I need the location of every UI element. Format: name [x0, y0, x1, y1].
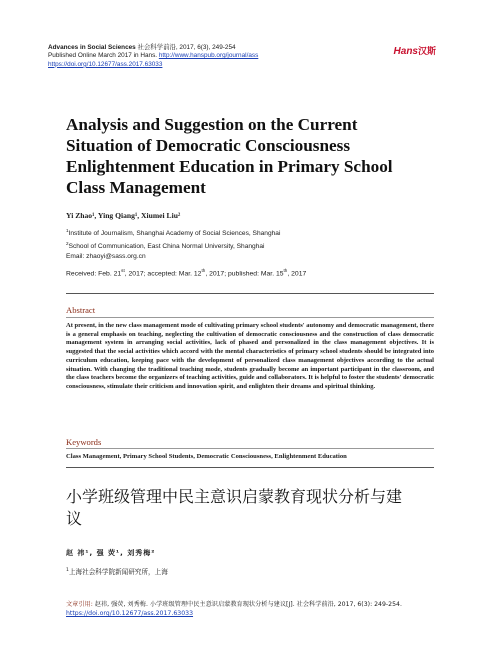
- paper-title: Analysis and Suggestion on the Current Situation of Democratic Consciousness Enlightenment Education in Primary School Class Management: [66, 115, 393, 197]
- affiliation-2: $^2$School of Communication, East China Normal University, Shanghai: [66, 240, 265, 250]
- cn-authors: 赵 祎¹, 强 荧¹, 刘秀梅²: [66, 549, 156, 557]
- cn-citation: [66, 600, 438, 618]
- author-email: Email: zhaoyi@sass.org.cn: [66, 252, 146, 260]
- published-online: Published Online March 2017 in Hans.: [48, 52, 158, 60]
- authors: Yi Zhao¹, Ying Qiang¹, Xiumei Liu²: [66, 211, 181, 220]
- citation-doi-link[interactable]: https://doi.org/10.12677/ass.2017.63033: [66, 610, 194, 617]
- hans-logo: [394, 44, 436, 57]
- citation-label: 文章引用:: [66, 601, 93, 608]
- logo-text: Hans: [393, 46, 418, 57]
- keywords-heading: Keywords: [66, 437, 102, 447]
- abstract-underline: [66, 317, 434, 318]
- affiliation-1: $^1$Institute of Journalism, Shanghai Academy of Social Sciences, Shanghai: [66, 228, 281, 238]
- keywords-text: Class Management, Primary School Students, Democratic Consciousness, Enlightenment Education: [66, 453, 347, 460]
- cn-title: 小学班级管理中民主意识启蒙教育现状分析与建议: [66, 487, 403, 528]
- abstract-text: At present, in the new class management mode of cultivating primary school students' autonomy and democratic management, there is a general emphasis on teaching, neglecting the cultivation of democratic consciousness and the construction of class democratic management system in arranging social activities, lack of phased and personalized in the class management objectives. It is suggested that the social activities which accord with the mental characteristics of primary school students should be integrated into curriculum education, keeping pace with the development of personalized class management objectives according to the actual situation. With changing the traditional teaching mode, students gradually become an important participant in the classroom, and the class teachers become the organizers of teaching activities, guide and collaborators. It is helpful to foster the students' democratic consciousness, stimulate their criticism and innovation spirit, and enlighten their dreams and spiritual thinking.: [66, 322, 434, 390]
- cn-affiliation: $^1$上海社会科学院新闻研究所，上海: [66, 567, 168, 576]
- received-dates: Received: Feb. 21st, 2017; accepted: Mar. 12th, 2017; published: Mar. 15th, 2017: [66, 268, 307, 278]
- journal-cn-info: 社会科学前沿, 2017, 6(3), 249-254: [137, 44, 236, 51]
- journal-header: [48, 44, 438, 69]
- affiliations: [66, 226, 280, 261]
- doi-link[interactable]: https://doi.org/10.12677/ass.2017.63033: [48, 60, 163, 68]
- citation-text: 赵祎, 强荧, 刘秀梅. 小学班级管理中民主意识启蒙教育现状分析与建议[J]. 社会科学前沿, 2017, 6(3): 249-254.: [92, 601, 402, 608]
- journal-url-link[interactable]: http://www.hanspub.org/journal/ass: [158, 52, 259, 60]
- abstract-heading: Abstract: [66, 305, 96, 315]
- divider-bottom: [66, 467, 434, 468]
- journal-name: Advances in Social Sciences: [48, 44, 136, 51]
- divider-top: [66, 293, 434, 294]
- keywords-underline: [66, 448, 434, 449]
- logo-cn-text: 汉斯: [417, 46, 436, 56]
